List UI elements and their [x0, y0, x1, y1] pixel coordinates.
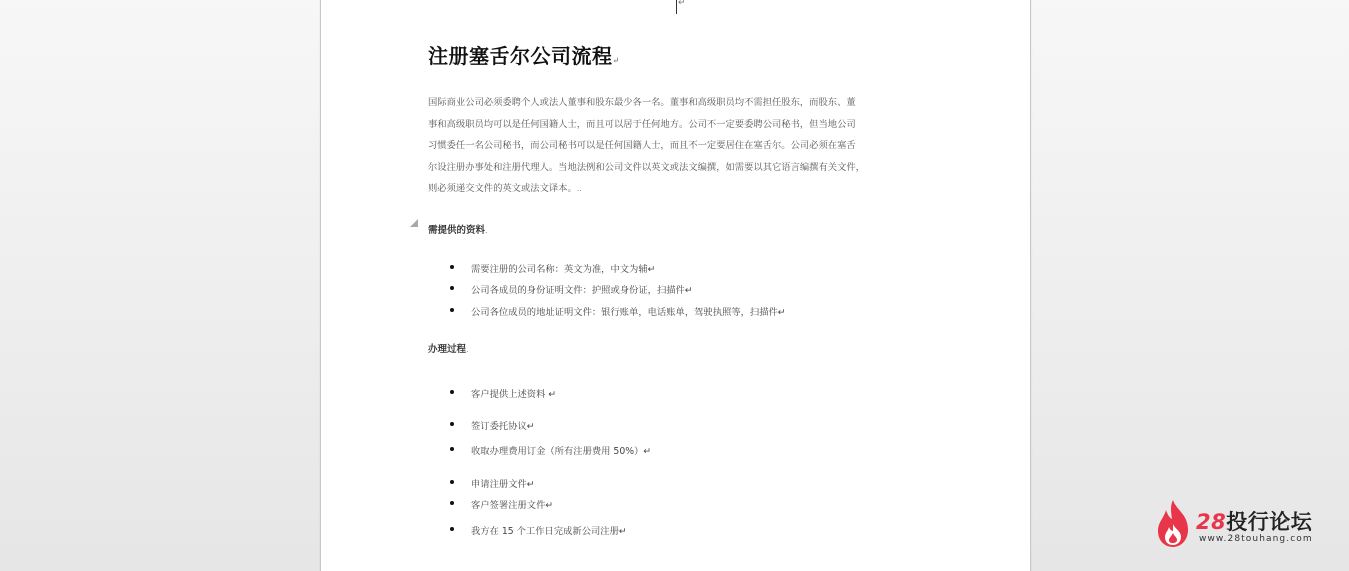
intro-line-4: 尔设注册办事处和注册代理人。当地法例和公司文件以英文或法文编撰，如需要以其它语言编撰有关文件， [428, 161, 865, 173]
heading-mark: . [466, 345, 469, 354]
section-heading-text: 需提供的资料 [428, 225, 486, 236]
collapse-heading-icon[interactable] [410, 219, 418, 227]
flame-icon [1154, 498, 1192, 548]
title-text: 注册塞舌尔公司流程 [428, 44, 613, 68]
section-heading-materials[interactable] [428, 222, 488, 236]
intro-line-3: 习惯委任一名公司秘书，而公司秘书可以是任何国籍人士，而且不一定要居住在塞舌尔。公司必须在塞舌 [428, 140, 856, 151]
intro-line-5: 则必须递交文件的英文或法文译本。 [428, 183, 577, 194]
list-item[interactable]: 申请注册文件↵ [471, 476, 535, 490]
list-item[interactable]: 客户签署注册文件↵ [471, 497, 553, 511]
text-cursor [676, 0, 677, 14]
section-heading-text: 办理过程 [428, 344, 467, 355]
document-page[interactable] [320, 0, 1031, 571]
intro-line-2: 事和高级职员均可以是任何国籍人士，而且可以居于任何地方。公司不一定要委聘公司秘书，但当地公司 [428, 118, 856, 130]
list-item[interactable]: 收取办理费用订金（所有注册费用 50%）↵ [471, 443, 651, 457]
intro-paragraph-mark: .. [576, 184, 582, 193]
list-item[interactable]: 公司各位成员的地址证明文件：银行账单，电话账单，驾驶执照等，扫描件↵ [471, 304, 786, 318]
watermark-logo [1150, 496, 1330, 551]
paragraph-mark: ↵ [678, 0, 686, 8]
list-item[interactable]: 客户提供上述资料 ↵ [471, 386, 556, 400]
watermark-url: www.28touhang.com [1199, 534, 1313, 544]
intro-paragraph[interactable] [428, 92, 928, 200]
title-paragraph-mark: ↵ [612, 55, 620, 65]
list-item[interactable]: 需要注册的公司名称：英文为准，中文为辅↵ [471, 261, 655, 275]
list-item[interactable]: 签订委托协议↵ [471, 418, 535, 432]
list-item[interactable]: 我方在 15 个工作日完成新公司注册↵ [471, 523, 627, 537]
document-title[interactable] [428, 40, 620, 69]
watermark-name: 投行论坛 [1226, 510, 1313, 534]
watermark-number: 28 [1196, 510, 1227, 534]
section-heading-process[interactable] [428, 341, 469, 355]
heading-mark: . [485, 226, 488, 235]
watermark-title [1196, 506, 1312, 536]
list-item[interactable]: 公司各成员的身份证明文件：护照或身份证，扫描件↵ [471, 282, 693, 296]
intro-line-1: 国际商业公司必须委聘个人或法人董事和股东最少各一名。董事和高级职员均不需担任股东，而股东、董 [428, 97, 856, 108]
